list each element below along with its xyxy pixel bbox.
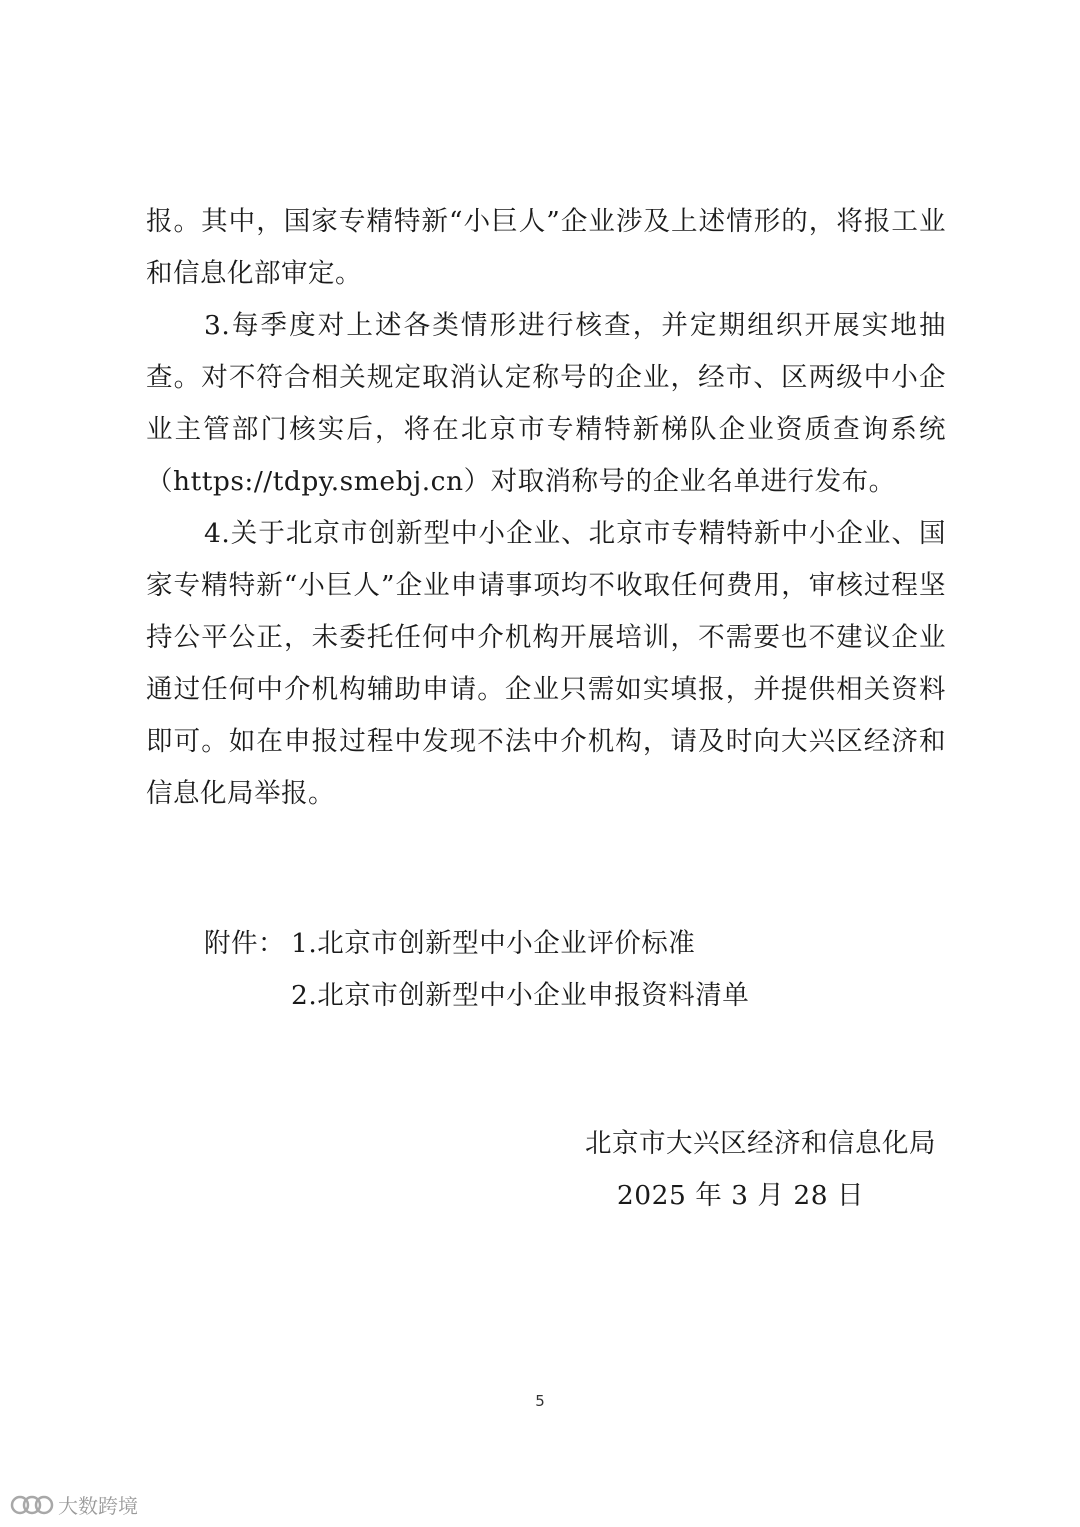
- issuer-name: 北京市大兴区经济和信息化局: [585, 1128, 936, 1159]
- issue-date: 2025 年 3 月 28 日: [616, 1180, 864, 1211]
- paragraph-item-3: 3.每季度对上述各类情形进行核查，并定期组织开展实地抽查。对不符合相关规定取消认定称号的企业，经市、区两级中小企业主管部门核实后，将在北京市专精特新梯队企业资质查询系统（https://tdpy.smebj.cn）对取消称号的企业名单进行发布。: [146, 310, 946, 497]
- attachment-item-2: 2.北京市创新型中小企业申报资料清单: [291, 980, 750, 1011]
- attachments-block: [204, 918, 749, 1022]
- watermark-logo-icon: [10, 1492, 54, 1518]
- signature-block: [585, 1118, 936, 1222]
- page-number: 5: [535, 1392, 545, 1410]
- attachment-row-1: [204, 918, 749, 970]
- paragraph-item-4: 4.关于北京市创新型中小企业、北京市专精特新中小企业、国家专精特新“小巨人”企业申请事项均不收取任何费用，审核过程坚持公平公正，未委托任何中介机构开展培训，不需要也不建议企业通过任何中介机构辅助申请。企业只需如实填报，并提供相关资料即可。如在申报过程中发现不法中介机构，请及时向大兴区经济和信息化局举报。: [146, 518, 946, 809]
- body-text: [146, 196, 946, 820]
- attachment-item-1: 1.北京市创新型中小企业评价标准: [291, 928, 696, 959]
- attachment-row-2: [204, 970, 749, 1022]
- paragraph-continuation: 报。其中，国家专精特新“小巨人”企业涉及上述情形的，将报工业和信息化部审定。: [146, 206, 946, 289]
- watermark-text: 大数跨境: [58, 1494, 138, 1518]
- watermark: [10, 1490, 138, 1519]
- attachments-label-spacer: [204, 970, 291, 1022]
- attachments-label: 附件：: [204, 928, 285, 959]
